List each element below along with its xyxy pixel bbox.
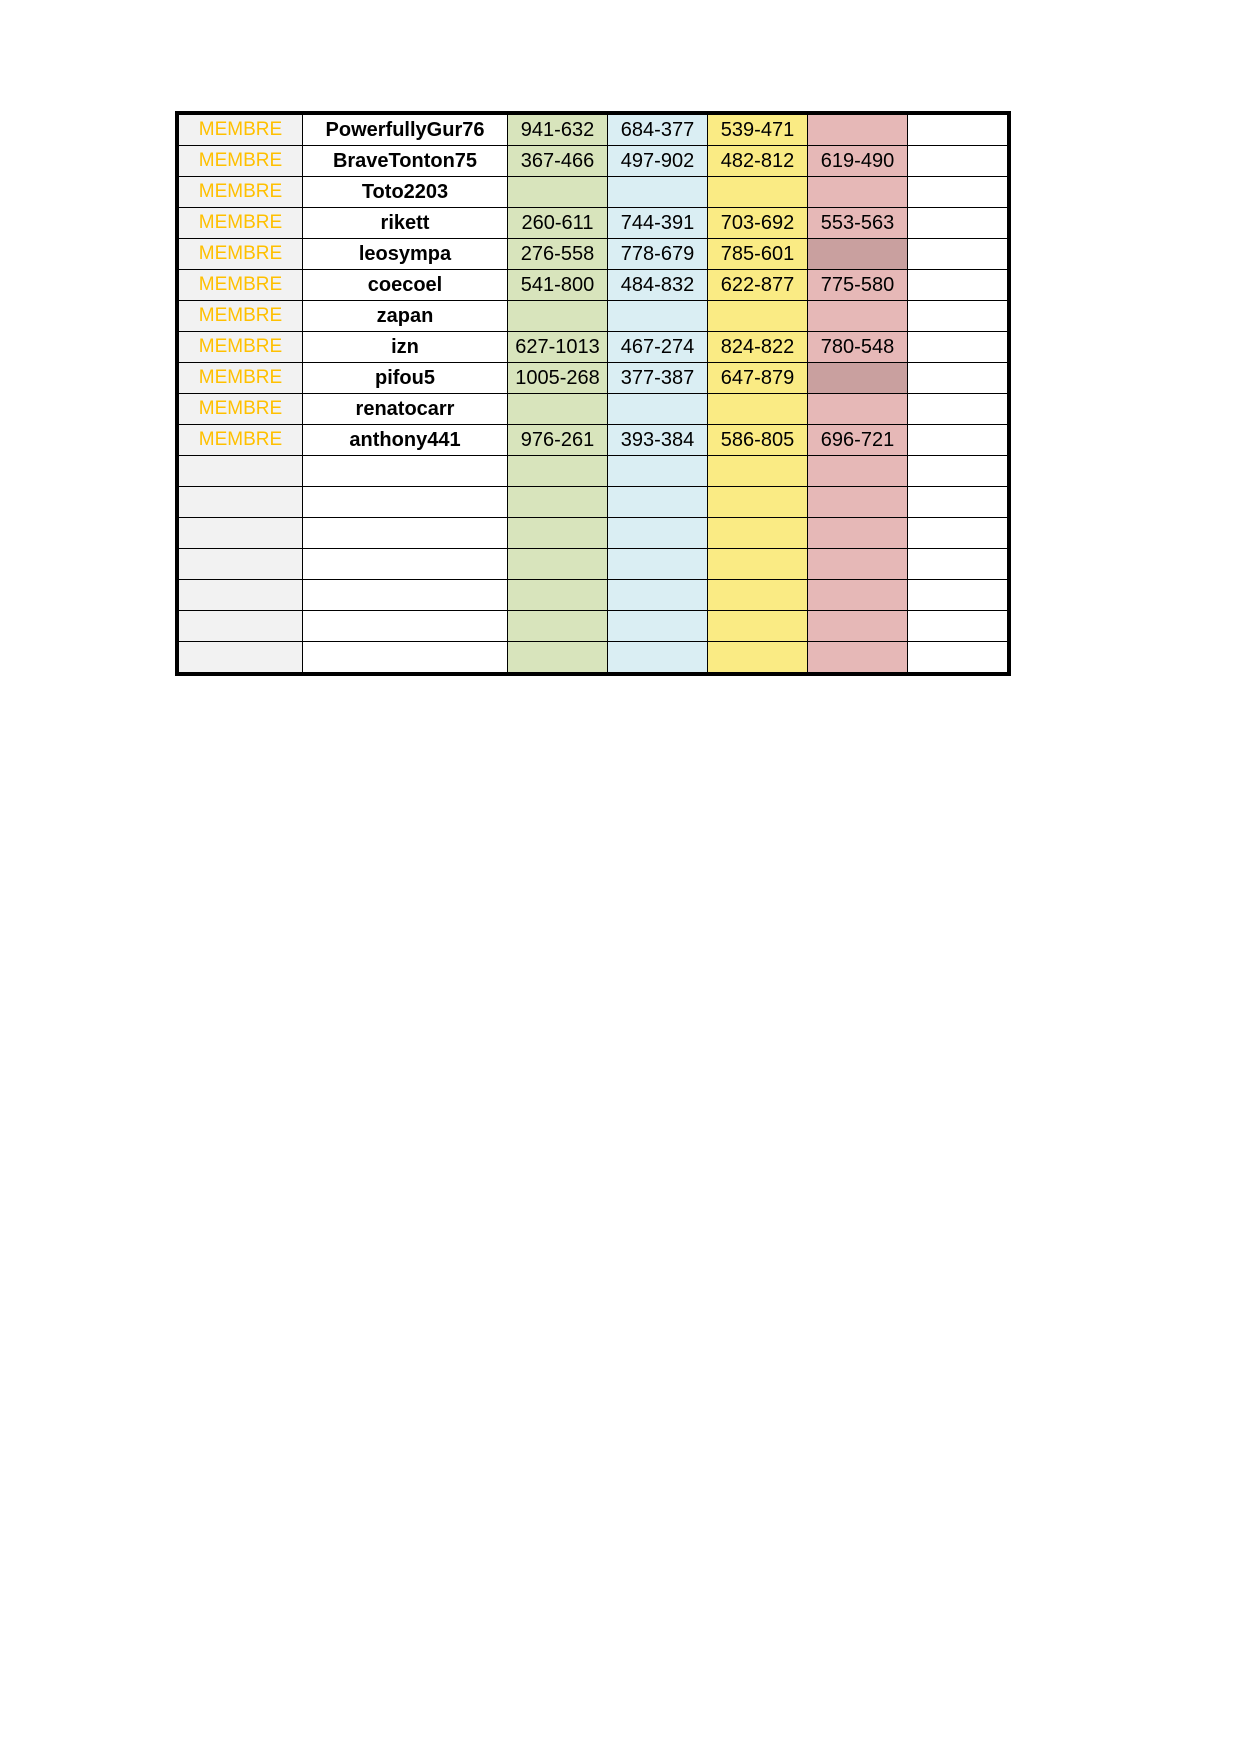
- score-cell-3[interactable]: [708, 394, 808, 425]
- role-cell[interactable]: MEMBRE: [179, 394, 303, 425]
- name-cell[interactable]: [303, 487, 508, 518]
- score-cell-4[interactable]: 553-563: [808, 208, 908, 239]
- score-cell-5[interactable]: [908, 518, 1008, 549]
- score-cell-5[interactable]: [908, 487, 1008, 518]
- score-cell-2[interactable]: 778-679: [608, 239, 708, 270]
- score-cell-2[interactable]: [608, 611, 708, 642]
- role-cell[interactable]: MEMBRE: [179, 425, 303, 456]
- score-cell-2[interactable]: [608, 177, 708, 208]
- score-cell-1[interactable]: [508, 580, 608, 611]
- name-cell[interactable]: PowerfullyGur76: [303, 115, 508, 146]
- table-row: [179, 642, 1008, 673]
- score-cell-2[interactable]: 497-902: [608, 146, 708, 177]
- table-row: [179, 301, 1008, 332]
- score-cell-3[interactable]: [708, 487, 808, 518]
- role-cell[interactable]: [179, 642, 303, 673]
- score-cell-4[interactable]: [808, 487, 908, 518]
- name-cell[interactable]: [303, 642, 508, 673]
- score-cell-5[interactable]: [908, 115, 1008, 146]
- score-cell-1[interactable]: 367-466: [508, 146, 608, 177]
- name-cell[interactable]: izn: [303, 332, 508, 363]
- table-row: [179, 363, 1008, 394]
- score-cell-4[interactable]: [808, 363, 908, 394]
- name-cell[interactable]: pifou5: [303, 363, 508, 394]
- score-cell-1[interactable]: [508, 456, 608, 487]
- score-cell-5[interactable]: [908, 394, 1008, 425]
- score-cell-3[interactable]: [708, 301, 808, 332]
- table-row: [179, 611, 1008, 642]
- score-cell-4[interactable]: [808, 549, 908, 580]
- score-cell-2[interactable]: 377-387: [608, 363, 708, 394]
- score-cell-2[interactable]: [608, 456, 708, 487]
- score-cell-4[interactable]: [808, 518, 908, 549]
- score-cell-2[interactable]: 467-274: [608, 332, 708, 363]
- score-cell-1[interactable]: 276-558: [508, 239, 608, 270]
- score-cell-1[interactable]: 541-800: [508, 270, 608, 301]
- score-cell-5[interactable]: [908, 208, 1008, 239]
- name-cell[interactable]: [303, 549, 508, 580]
- score-cell-5[interactable]: [908, 611, 1008, 642]
- score-cell-3[interactable]: 785-601: [708, 239, 808, 270]
- role-cell[interactable]: [179, 518, 303, 549]
- score-cell-4[interactable]: [808, 394, 908, 425]
- score-cell-4[interactable]: [808, 177, 908, 208]
- score-cell-1[interactable]: [508, 549, 608, 580]
- name-cell[interactable]: BraveTonton75: [303, 146, 508, 177]
- score-cell-4[interactable]: [808, 611, 908, 642]
- score-cell-2[interactable]: [608, 394, 708, 425]
- score-cell-2[interactable]: 393-384: [608, 425, 708, 456]
- score-cell-1[interactable]: [508, 518, 608, 549]
- role-cell[interactable]: [179, 549, 303, 580]
- table-row: [179, 394, 1008, 425]
- name-cell[interactable]: anthony441: [303, 425, 508, 456]
- score-cell-3[interactable]: [708, 580, 808, 611]
- name-cell[interactable]: renatocarr: [303, 394, 508, 425]
- score-cell-2[interactable]: [608, 580, 708, 611]
- role-cell[interactable]: [179, 456, 303, 487]
- score-cell-3[interactable]: 824-822: [708, 332, 808, 363]
- spreadsheet-table: [175, 111, 1011, 676]
- members-table: [178, 114, 1008, 673]
- score-cell-5[interactable]: [908, 177, 1008, 208]
- role-cell[interactable]: MEMBRE: [179, 363, 303, 394]
- table-row: [179, 580, 1008, 611]
- score-cell-4[interactable]: 780-548: [808, 332, 908, 363]
- role-cell[interactable]: MEMBRE: [179, 115, 303, 146]
- score-cell-4[interactable]: 775-580: [808, 270, 908, 301]
- score-cell-4[interactable]: 696-721: [808, 425, 908, 456]
- score-cell-1[interactable]: [508, 177, 608, 208]
- score-cell-5[interactable]: [908, 425, 1008, 456]
- table-row: [179, 177, 1008, 208]
- score-cell-3[interactable]: [708, 456, 808, 487]
- score-cell-5[interactable]: [908, 332, 1008, 363]
- score-cell-5[interactable]: [908, 270, 1008, 301]
- table-row: [179, 549, 1008, 580]
- score-cell-3[interactable]: [708, 549, 808, 580]
- score-cell-5[interactable]: [908, 301, 1008, 332]
- score-cell-3[interactable]: 622-877: [708, 270, 808, 301]
- name-cell[interactable]: zapan: [303, 301, 508, 332]
- score-cell-1[interactable]: 627-1013: [508, 332, 608, 363]
- score-cell-3[interactable]: 703-692: [708, 208, 808, 239]
- score-cell-2[interactable]: 684-377: [608, 115, 708, 146]
- table-row: [179, 208, 1008, 239]
- role-cell[interactable]: MEMBRE: [179, 146, 303, 177]
- score-cell-3[interactable]: 647-879: [708, 363, 808, 394]
- score-cell-4[interactable]: [808, 580, 908, 611]
- score-cell-1[interactable]: [508, 394, 608, 425]
- name-cell[interactable]: [303, 611, 508, 642]
- score-cell-2[interactable]: [608, 549, 708, 580]
- score-cell-5[interactable]: [908, 456, 1008, 487]
- score-cell-2[interactable]: [608, 642, 708, 673]
- score-cell-2[interactable]: 744-391: [608, 208, 708, 239]
- table-row: [179, 146, 1008, 177]
- score-cell-1[interactable]: [508, 611, 608, 642]
- name-cell[interactable]: [303, 518, 508, 549]
- name-cell[interactable]: leosympa: [303, 239, 508, 270]
- table-row: [179, 487, 1008, 518]
- score-cell-5[interactable]: [908, 549, 1008, 580]
- role-cell[interactable]: MEMBRE: [179, 177, 303, 208]
- score-cell-3[interactable]: [708, 611, 808, 642]
- score-cell-1[interactable]: 1005-268: [508, 363, 608, 394]
- score-cell-1[interactable]: 941-632: [508, 115, 608, 146]
- role-cell[interactable]: MEMBRE: [179, 239, 303, 270]
- table-row: [179, 270, 1008, 301]
- score-cell-1[interactable]: [508, 642, 608, 673]
- name-cell[interactable]: [303, 456, 508, 487]
- role-cell[interactable]: [179, 487, 303, 518]
- table-row: [179, 456, 1008, 487]
- score-cell-1[interactable]: [508, 301, 608, 332]
- score-cell-5[interactable]: [908, 363, 1008, 394]
- score-cell-2[interactable]: [608, 518, 708, 549]
- table-row: [179, 239, 1008, 270]
- score-cell-5[interactable]: [908, 642, 1008, 673]
- score-cell-3[interactable]: 482-812: [708, 146, 808, 177]
- role-cell[interactable]: [179, 580, 303, 611]
- table-row: [179, 332, 1008, 363]
- role-cell[interactable]: MEMBRE: [179, 270, 303, 301]
- score-cell-3[interactable]: 539-471: [708, 115, 808, 146]
- table-row: [179, 425, 1008, 456]
- score-cell-5[interactable]: [908, 146, 1008, 177]
- score-cell-5[interactable]: [908, 239, 1008, 270]
- score-cell-1[interactable]: 976-261: [508, 425, 608, 456]
- table-row: [179, 115, 1008, 146]
- score-cell-4[interactable]: 619-490: [808, 146, 908, 177]
- score-cell-4[interactable]: [808, 301, 908, 332]
- score-cell-4[interactable]: [808, 456, 908, 487]
- role-cell[interactable]: MEMBRE: [179, 301, 303, 332]
- name-cell[interactable]: rikett: [303, 208, 508, 239]
- score-cell-3[interactable]: [708, 642, 808, 673]
- role-cell[interactable]: MEMBRE: [179, 332, 303, 363]
- score-cell-3[interactable]: [708, 518, 808, 549]
- score-cell-1[interactable]: [508, 487, 608, 518]
- name-cell[interactable]: coecoel: [303, 270, 508, 301]
- name-cell[interactable]: [303, 580, 508, 611]
- name-cell[interactable]: Toto2203: [303, 177, 508, 208]
- score-cell-2[interactable]: [608, 301, 708, 332]
- score-cell-2[interactable]: [608, 487, 708, 518]
- role-cell[interactable]: [179, 611, 303, 642]
- role-cell[interactable]: MEMBRE: [179, 208, 303, 239]
- score-cell-1[interactable]: 260-611: [508, 208, 608, 239]
- score-cell-3[interactable]: [708, 177, 808, 208]
- score-cell-4[interactable]: [808, 115, 908, 146]
- score-cell-3[interactable]: 586-805: [708, 425, 808, 456]
- score-cell-5[interactable]: [908, 580, 1008, 611]
- score-cell-4[interactable]: [808, 239, 908, 270]
- score-cell-4[interactable]: [808, 642, 908, 673]
- score-cell-2[interactable]: 484-832: [608, 270, 708, 301]
- table-row: [179, 518, 1008, 549]
